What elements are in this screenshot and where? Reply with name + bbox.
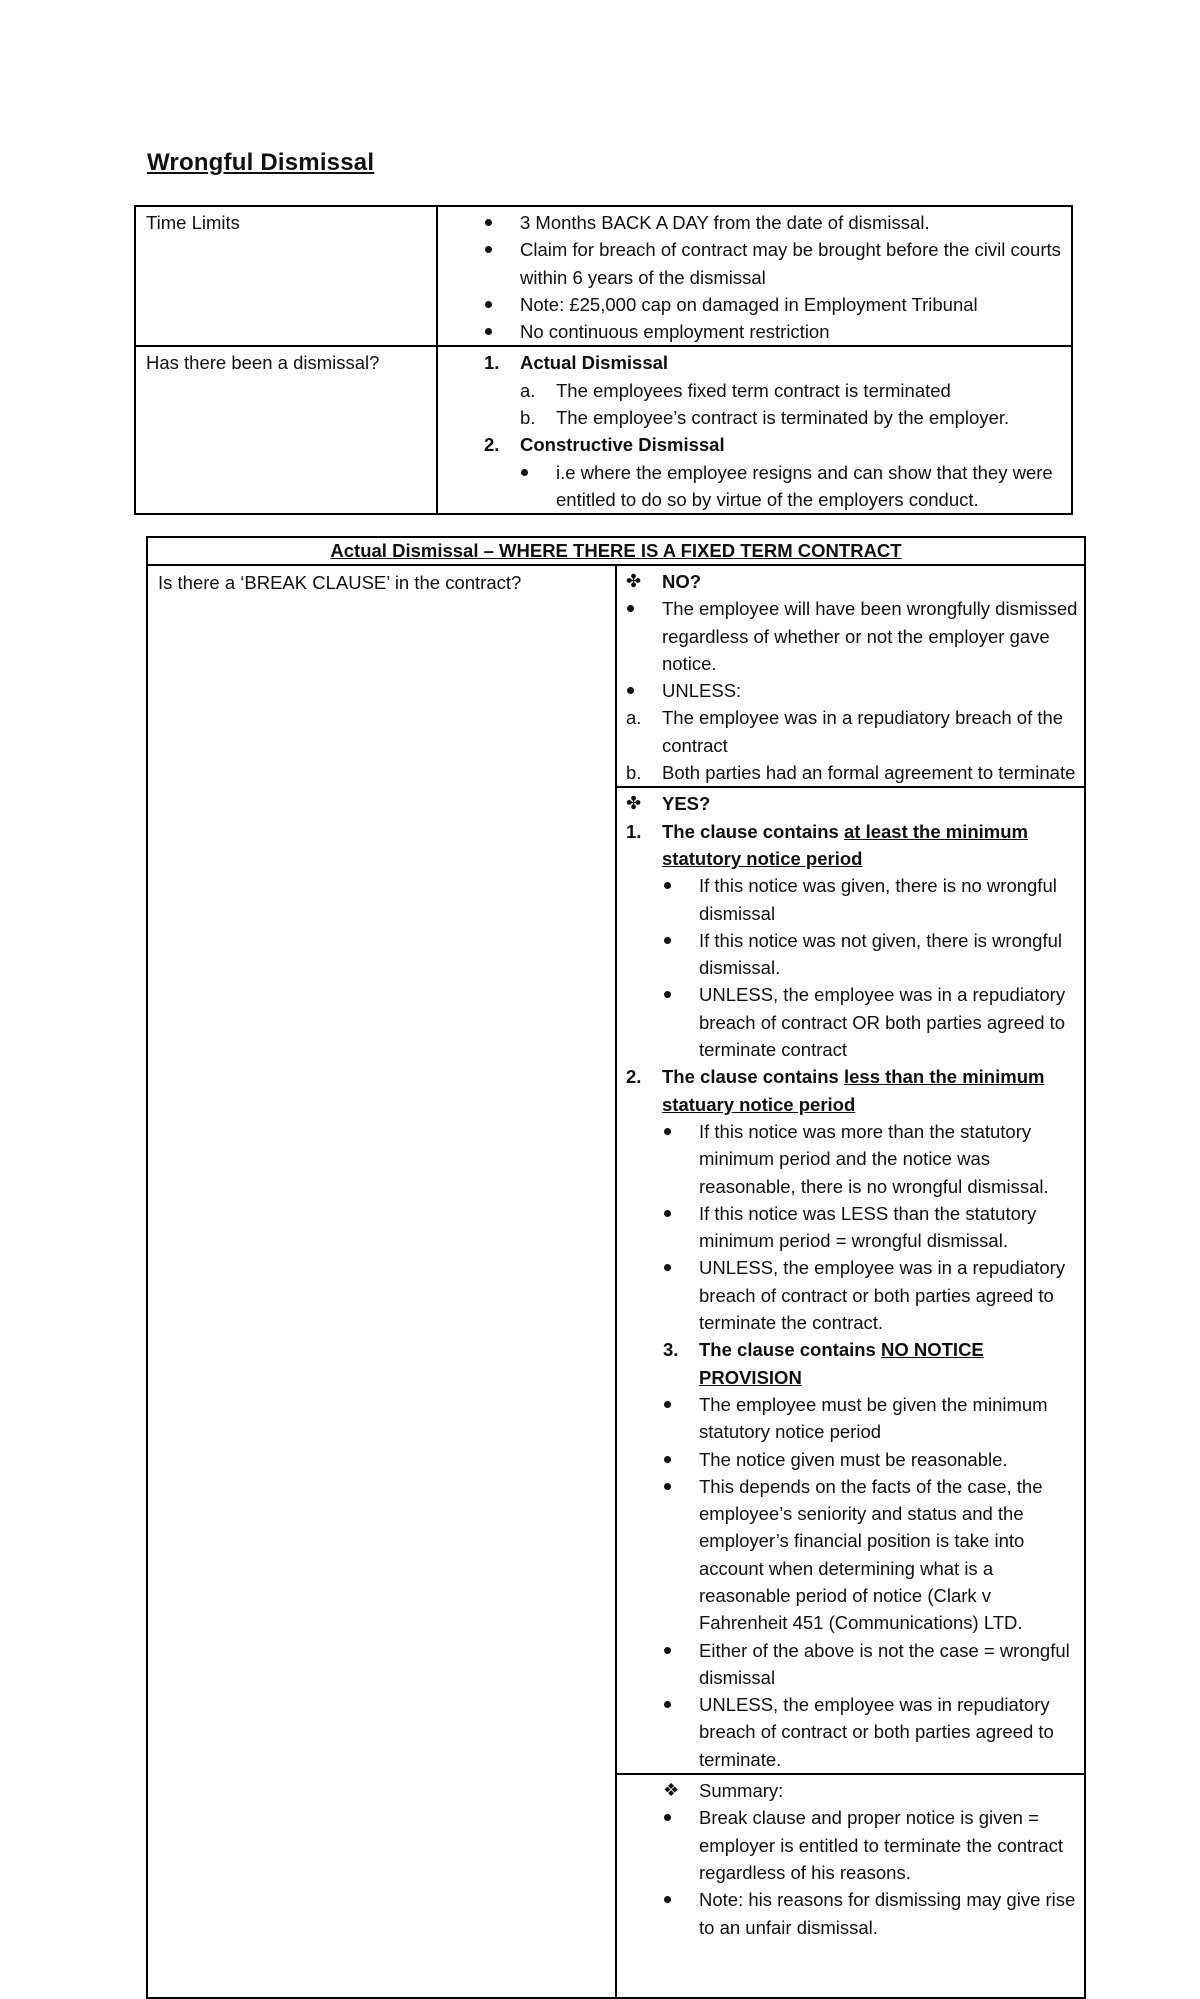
- no-content: [616, 565, 1085, 787]
- fixed-term-header: Actual Dismissal – WHERE THERE IS A FIXED TERM CONTRACT: [147, 537, 1085, 565]
- list-item: The notice given must be reasonable.: [699, 1446, 1078, 1473]
- no-heading: ✤ NO?: [662, 568, 1078, 595]
- break-clause-label: Is there a ‘BREAK CLAUSE’ in the contract?: [147, 565, 616, 1998]
- list-item: The employee will have been wrongfully dismissed regardless of whether or not the employer gave notice.: [662, 595, 1078, 677]
- list-item: If this notice was more than the statutory minimum period and the notice was reasonable, there is no wrongful dismissal.: [699, 1118, 1078, 1200]
- constructive-dismissal-heading: 2. Constructive Dismissal: [484, 434, 725, 456]
- list-item: i.e where the employee resigns and can show that they were entitled to do so by virtue of the employers conduct.: [556, 459, 1065, 514]
- list-item: 3 Months BACK A DAY from the date of dismissal.: [520, 209, 1065, 236]
- list-item: UNLESS, the employee was in repudiatory breach of contract or both parties agreed to terminate.: [699, 1691, 1078, 1773]
- diamond-bullet-icon: ❖: [663, 1780, 680, 1801]
- list-item: a. The employee was in a repudiatory breach of the contract: [626, 707, 1064, 756]
- actual-dismissal-heading: 1. Actual Dismissal: [484, 352, 669, 374]
- summary-heading: ❖ Summary:: [699, 1777, 1078, 1804]
- list-item: If this notice was not given, there is wrongful dismissal.: [699, 927, 1078, 982]
- list-item: Either of the above is not the case = wrongful dismissal: [699, 1637, 1078, 1692]
- clause2-heading: 2. The clause contains less than the minimum statuary notice period: [626, 1066, 1045, 1115]
- overview-table: [134, 205, 1073, 515]
- table-row-time-limits: [135, 206, 1072, 346]
- list-item: This depends on the facts of the case, the employee’s seniority and status and the employer’s financial position is take into account when determining what is a reasonable period of notice (Clark v Fahrenheit 451 (Communications) LTD.: [699, 1473, 1078, 1637]
- list-item: Note: £25,000 cap on damaged in Employment Tribunal: [520, 291, 1065, 318]
- list-item: b. The employee’s contract is terminated by the employer.: [520, 407, 1010, 429]
- list-item: If this notice was LESS than the statutory minimum period = wrongful dismissal.: [699, 1200, 1078, 1255]
- clover-bullet-icon: ✤: [626, 793, 642, 814]
- list-item: a. The employees fixed term contract is terminated: [520, 379, 951, 401]
- list-item: If this notice was given, there is no wrongful dismissal: [699, 872, 1078, 927]
- time-limits-label: Time Limits: [135, 206, 437, 346]
- list-item: The employee must be given the minimum statutory notice period: [699, 1391, 1078, 1446]
- page-title: Wrongful Dismissal: [147, 149, 375, 176]
- list-item: Claim for breach of contract may be brought before the civil courts within 6 years of the dismissal: [520, 236, 1065, 291]
- clause1-heading: 1. The clause contains at least the minimum statutory notice period: [626, 820, 1028, 869]
- dismissal-label: Has there been a dismissal?: [135, 346, 437, 514]
- list-item: Break clause and proper notice is given = employer is entitled to terminate the contract regardless of his reasons.: [699, 1804, 1078, 1886]
- yes-content: [616, 787, 1085, 1774]
- dismissal-content: [437, 346, 1072, 514]
- list-item: b. Both parties had an formal agreement to terminate: [626, 762, 1076, 784]
- time-limits-content: [437, 206, 1072, 346]
- clover-bullet-icon: ✤: [626, 571, 642, 591]
- clause3-heading: 3. The clause contains NO NOTICE PROVISION: [663, 1339, 984, 1388]
- table-row-dismissal: [135, 346, 1072, 514]
- summary-content: [616, 1774, 1085, 1998]
- list-item: Note: his reasons for dismissing may give rise to an unfair dismissal.: [699, 1886, 1078, 1941]
- list-item: UNLESS, the employee was in a repudiatory breach of contract OR both parties agreed to terminate contract: [699, 981, 1078, 1063]
- list-item: UNLESS, the employee was in a repudiatory breach of contract or both parties agreed to terminate the contract.: [699, 1254, 1078, 1336]
- list-item: No continuous employment restriction: [520, 318, 1065, 345]
- table-row-no: [147, 565, 1085, 787]
- fixed-term-table: [146, 536, 1086, 1999]
- table-header-row: [147, 537, 1085, 565]
- list-item: UNLESS:: [662, 677, 1078, 704]
- yes-heading: ✤ YES?: [662, 790, 1078, 817]
